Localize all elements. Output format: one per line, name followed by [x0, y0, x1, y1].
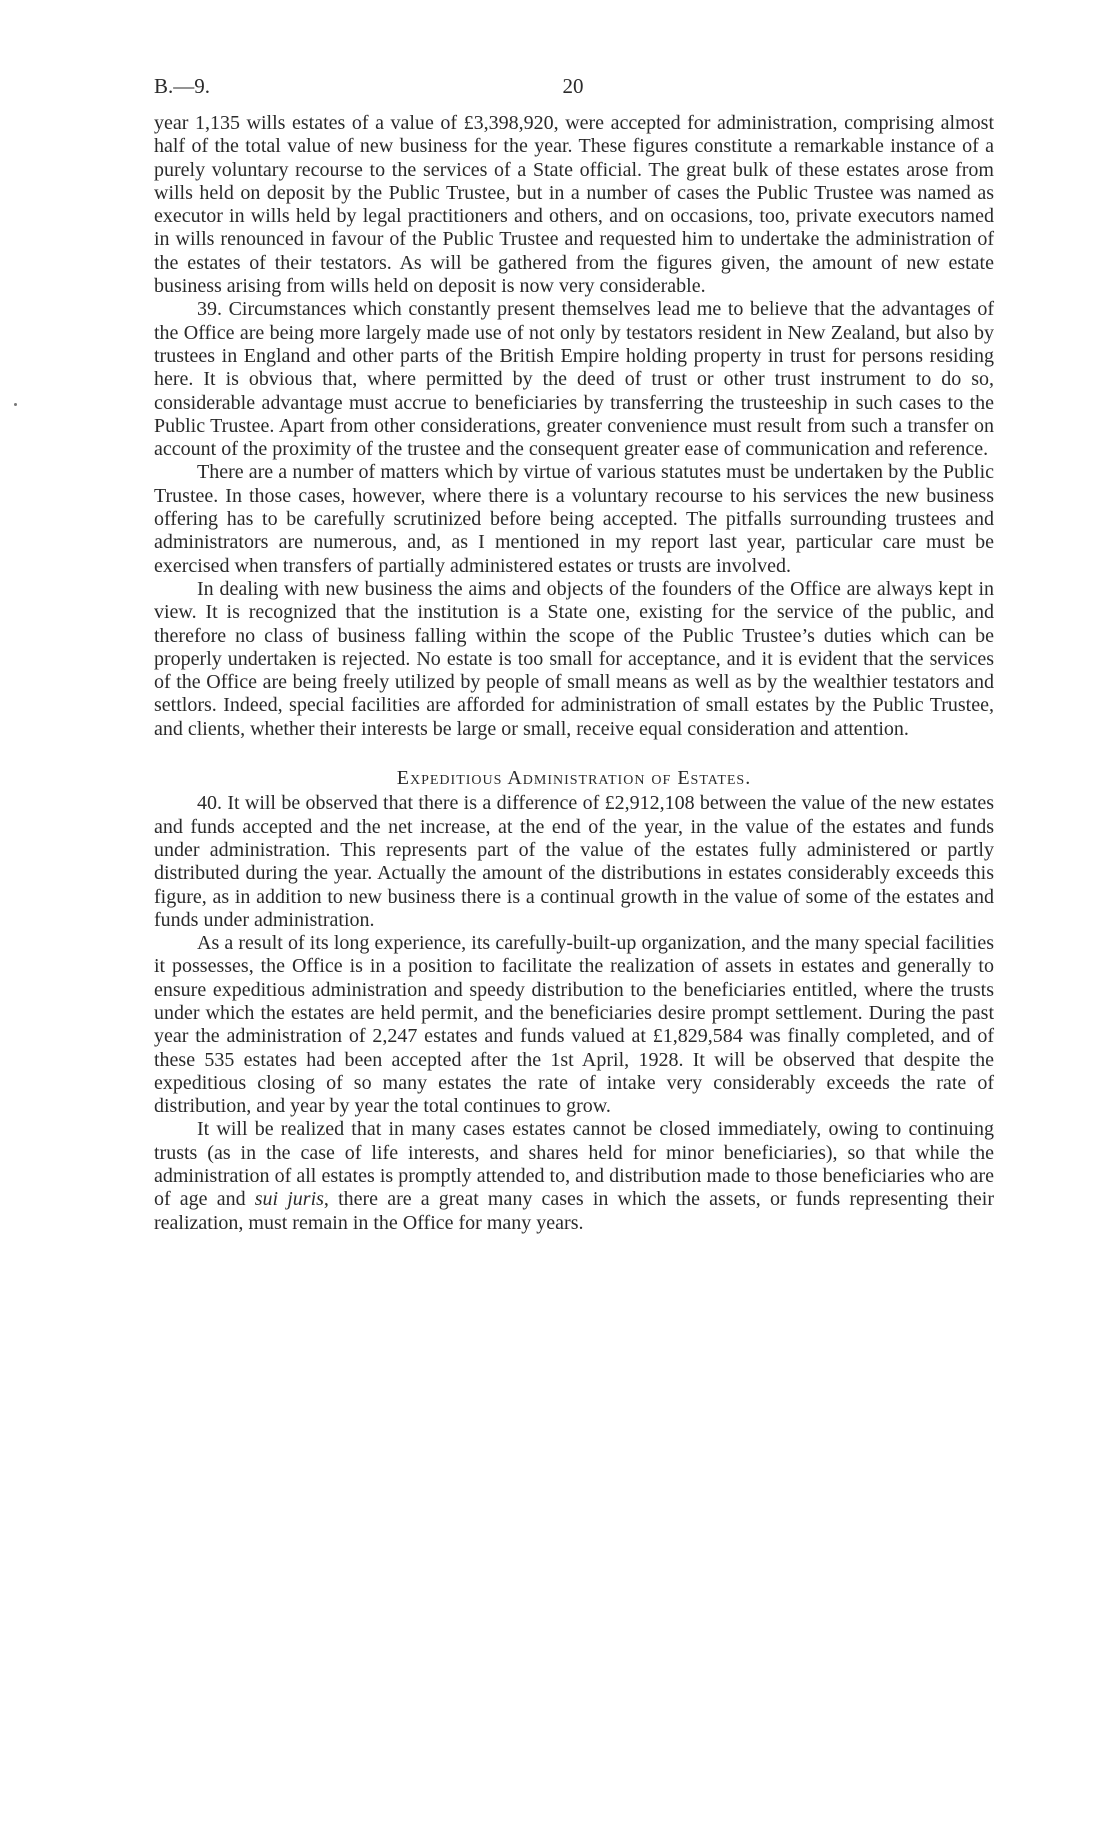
- paragraph-40: 40. It will be observed that there is a difference of £2,912,108 between the value of the new estates and funds accepted and the net increase, at the end of the year, in the value of the estates and funds under administration. This represents part of the value of the estates fully administered or partly distributed during the year. Actually the amount of the distributions in estates considerably exceeds this figure, as in addition to new business there is a continual growth in the value of some of the estates and funds under administration.: [154, 792, 994, 931]
- paragraph-statutory-matters: There are a number of matters which by virtue of various statutes must be undertaken by the Public Trustee. In those cases, however, where there is a voluntary recourse to his services the new business offering has to be carefully scrutinized before being accepted. The pitfalls surrounding trustees and administrators are numerous, and, as I mentioned in my report last year, particular care must be exercised when transfers of partially administered estates or trusts are involved.: [154, 461, 994, 577]
- section-heading: Expeditious Administration of Estates.: [396, 767, 752, 790]
- italic-term: sui juris: [254, 1188, 324, 1211]
- paragraph-new-business: In dealing with new business the aims and objects of the founders of the Office are always kept in view. It is recognized that the institution is a State one, existing for the service of the public, and therefore no class of business falling within the scope of the Public Trustee’s duties which can be properly undertaken is rejected. No estate is too small for acceptance, and it is evident that the services of the Office are being freely utilized by people of small means as well as by the wealthier testators and settlors. Indeed, special facilities are afforded for administration of small estates by the Public Trustee, and clients, whether their interests be large or small, receive equal consideration and attention.: [154, 577, 994, 740]
- document-body: [154, 112, 994, 1235]
- paragraph-continuing-trusts: [154, 1118, 994, 1234]
- document-reference: B.—9.: [154, 74, 211, 98]
- paragraph-39: 39. Circumstances which constantly present themselves lead me to believe that the advantages of the Office are being more largely made use of not only by testators resident in New Zealand, but also by trustees in England and other parts of the British Empire holding property in trust for persons residing here. It is obvious that, where permitted by the deed of trust or other trust instrument to do so, considerable advantage must accrue to beneficiaries by transferring the trusteeship in such cases to the Public Trustee. Apart from other considerations, greater convenience must result from such a transfer on account of the proximity of the trustee and the consequent greater ease of communication and reference.: [154, 298, 994, 461]
- paragraph-continued: year 1,135 wills estates of a value of £3,398,920, were accepted for administration, comprising almost half of the total value of new business for the year. These figures constitute a remarkable instance of a purely voluntary recourse to the services of a State official. The great bulk of these estates arose from wills held on deposit by the Public Trustee, but in a number of cases the Public Trustee was named as executor in wills held by legal practitioners and others, and on occasions, too, private executors named in wills renounced in favour of the Public Trustee and requested him to undertake the administration of the estates of their testators. As will be gathered from the figures given, the amount of new estate business arising from wills held on deposit is now very considerable.: [154, 112, 994, 298]
- paragraph-text-end: , there are a great many cases in which the assets, or funds representing their realization, must remain in the Office for many years.: [154, 1188, 994, 1234]
- paragraph-experience: As a result of its long experience, its carefully-built-up organization, and the many special facilities it possesses, the Office is in a position to facilitate the realization of assets in estates and generally to ensure expeditious administration and speedy distribution to the beneficiaries entitled, where the trusts under which the estates are held permit, and the beneficiaries desire prompt settlement. During the past year the administration of 2,247 estates and funds valued at £1,829,584 was finally completed, and of these 535 estates had been accepted after the 1st April, 1928. It will be observed that despite the expeditious closing of so many estates the rate of intake very considerably exceeds the rate of distribution, and year by year the total continues to grow.: [154, 932, 994, 1118]
- margin-mark: [14, 403, 17, 406]
- paragraph-text-start: It will be realized that in many cases estates cannot be closed immediately, owing to continuing trusts (as in the case of life interests, and shares held for minor beneficiaries), so that while the administration of all estates is promptly attended to, and distribution made to those beneficiaries who are of age and: [154, 1118, 994, 1211]
- page-header: [154, 74, 992, 104]
- page-number: 20: [562, 74, 584, 98]
